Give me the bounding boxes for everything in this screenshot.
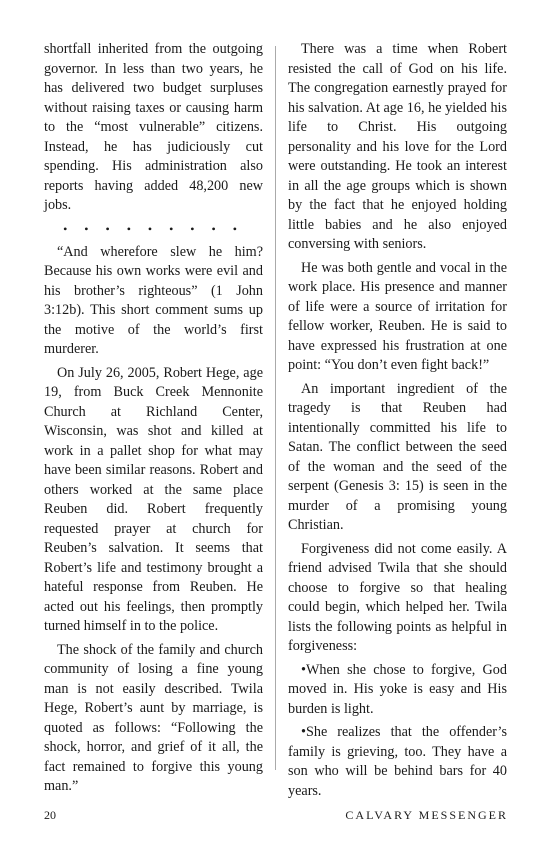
page-footer <box>44 808 508 824</box>
bullet-icon: • <box>301 661 306 678</box>
bullet-item <box>288 661 507 720</box>
paragraph-forgiveness: Forgiveness did not come easily. A friend advised Twila that she should choose to forgive so that healing could begin, which helped her. Twila lists the following points as helpful in forgiveness: <box>288 540 507 654</box>
bullet-icon: • <box>301 724 306 740</box>
left-column <box>44 40 263 801</box>
bullet-text: When she chose to forgive, God moved in. His yoke is easy and His burden is light. <box>288 661 507 717</box>
column-divider <box>275 46 276 770</box>
paragraph-work-place: He was both gentle and vocal in the work place. His presence and manner of life were a source of irritation for fellow worker, Reuben. He is said to have expressed his frustration at one point: “You don’t even fight back!” <box>288 259 507 373</box>
paragraph-robert-hege: On July 26, 2005, Robert Hege, age 19, from Buck Creek Mennonite Church at Richland Center, Wisconsin, was shot and killed at work in a pallet shop for what may have been similar reasons. Robert and others worked at the same place Reuben did. Robert frequently requested prayer at church for Reuben’s salvation. It seems that Robert’s life and testimony brought a hateful response from Reuben. He acted out his feelings, then promptly turned himself in to the police. <box>44 364 263 634</box>
page-number: 20 <box>44 808 56 822</box>
right-column <box>288 40 507 805</box>
paragraph-shock: The shock of the family and church community of losing a fine young man is not easily described. Twila Hege, Robert’s aunt by marriage, is quoted as follows: “Following the shock, horror, and grief of it all, the fact remained to forgive this young man.” <box>44 641 263 794</box>
bullet-text: She realizes that the offender’s family is grieving, too. They have a son who will be behind bars for 40 years. <box>288 724 507 799</box>
paragraph-budget: shortfall inherited from the outgoing governor. In less than two years, he has delivered two budget surpluses without raising taxes or causing harm to the “most vulnerable” citizens. Instead, he has judiciously cut spending. His administration also reports having added 48,200 new jobs. <box>44 41 263 213</box>
bullet-item <box>288 723 507 801</box>
magazine-title: CALVARY MESSENGER <box>345 808 508 822</box>
paragraph-scripture-quote: “And wherefore slew he him? Because his own works were evil and his brother’s righteous” (1 John 3:12b). This short comment sums up the motive of the world’s first murderer. <box>44 243 263 357</box>
paragraph-call-of-god: There was a time when Robert resisted the call of God on his life. The congregation earnestly prayed for his salvation. At age 16, he yielded his life to Christ. His outgoing personality and his love for the Lord were outstanding. He took an interest in all the age groups which is shown by the fact that he enjoyed holding little babies and he also enjoyed conversing with seniors. <box>288 41 507 252</box>
section-separator: • • • • • • • • • <box>63 221 244 236</box>
paragraph-tragedy: An important ingredient of the tragedy is that Reuben had intentionally committed his life to Satan. The conflict between the seed of the woman and the seed of the serpent (Genesis 3: 15) is seen in the murder of a promising young Christian. <box>288 380 507 533</box>
